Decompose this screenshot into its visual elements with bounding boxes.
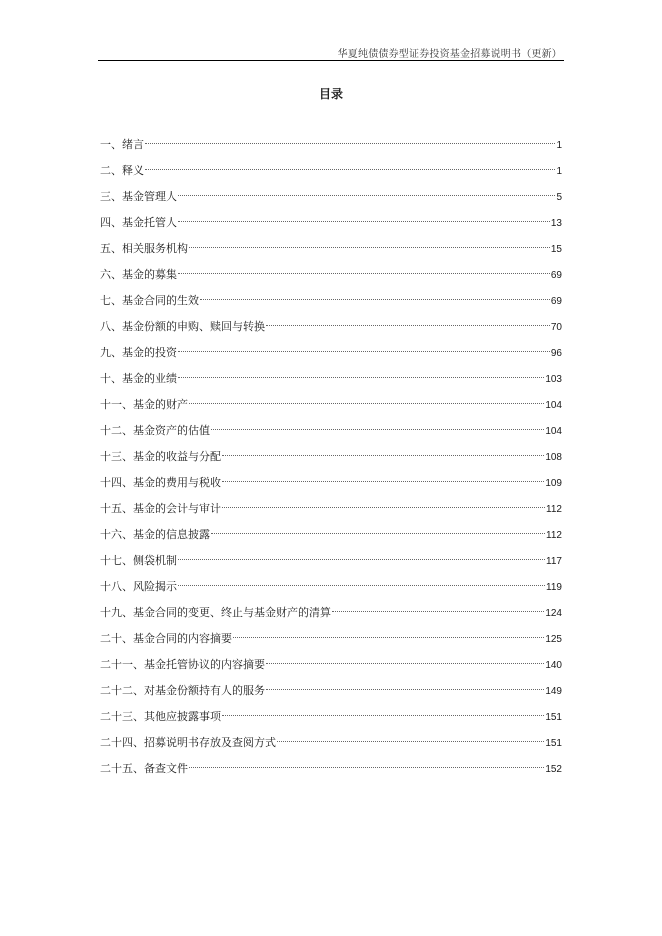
toc-entry[interactable]: [100, 759, 562, 785]
toc-entry-page: 151: [545, 738, 562, 749]
toc-entry[interactable]: [100, 343, 562, 369]
toc-entry-label: 六、基金的募集: [100, 268, 177, 281]
toc-entry-label: 十、基金的业绩: [100, 372, 177, 385]
dot-leader: [189, 767, 544, 768]
toc-entry[interactable]: [100, 681, 562, 707]
toc-entry-label: 十一、基金的财产: [100, 398, 188, 411]
toc-title: 目录: [318, 87, 343, 101]
dot-leader: [211, 429, 544, 430]
toc-entry-page: 109: [545, 478, 562, 489]
toc-entry-label: 十八、风险揭示: [100, 580, 177, 593]
dot-leader: [233, 637, 544, 638]
toc-entry[interactable]: [100, 161, 562, 187]
toc-entry-label: 十三、基金的收益与分配: [100, 450, 221, 463]
dot-leader: [277, 741, 544, 742]
dot-leader: [178, 195, 555, 196]
toc-entry-page: 104: [545, 400, 562, 411]
toc-entry[interactable]: [100, 603, 562, 629]
toc-entry[interactable]: [100, 369, 562, 395]
toc-entry-page: 15: [550, 244, 562, 255]
toc-entry-page: 103: [545, 374, 562, 385]
toc-entry-page: 112: [546, 530, 562, 541]
toc-entry[interactable]: [100, 525, 562, 551]
toc-entry[interactable]: [100, 421, 562, 447]
toc-entry-page: 1: [556, 140, 562, 151]
toc-entry[interactable]: [100, 239, 562, 265]
toc-entry[interactable]: [100, 135, 562, 161]
toc-entry-page: 117: [546, 556, 562, 567]
toc-entry[interactable]: [100, 265, 562, 291]
dot-leader: [222, 455, 544, 456]
toc-entry[interactable]: [100, 707, 562, 733]
toc-entry[interactable]: [100, 291, 562, 317]
running-header: 华夏纯债债券型证券投资基金招募说明书（更新）: [337, 49, 562, 60]
dot-leader: [266, 689, 544, 690]
toc-entry[interactable]: [100, 499, 562, 525]
dot-leader: [222, 715, 544, 716]
toc-entry[interactable]: [100, 187, 562, 213]
toc-entry-label: 二十一、基金托管协议的内容摘要: [100, 658, 265, 671]
toc-entry-page: 70: [550, 322, 562, 333]
dot-leader: [145, 143, 555, 144]
toc-entry[interactable]: [100, 629, 562, 655]
toc-entry-label: 十四、基金的费用与税收: [100, 476, 221, 489]
toc-entry-page: 96: [550, 348, 562, 359]
toc-entry-label: 八、基金份额的申购、赎回与转换: [100, 320, 265, 333]
dot-leader: [211, 533, 545, 534]
toc-entry-page: 125: [545, 634, 562, 645]
toc-entry-label: 二十四、招募说明书存放及查阅方式: [100, 736, 276, 749]
toc-entry-label: 五、相关服务机构: [100, 242, 188, 255]
dot-leader: [189, 403, 544, 404]
toc-entry-page: 104: [545, 426, 562, 437]
dot-leader: [178, 351, 550, 352]
dot-leader: [145, 169, 555, 170]
header-rule: [98, 60, 564, 61]
toc-entry-page: 108: [545, 452, 562, 463]
toc-entry-label: 十九、基金合同的变更、终止与基金财产的清算: [100, 606, 331, 619]
toc-entry-label: 二十五、备查文件: [100, 762, 188, 775]
toc-entry-label: 十七、侧袋机制: [100, 554, 177, 567]
toc-entry-label: 二十三、其他应披露事项: [100, 710, 221, 723]
dot-leader: [200, 299, 550, 300]
toc-entry-label: 二十二、对基金份额持有人的服务: [100, 684, 265, 697]
toc-entry[interactable]: [100, 473, 562, 499]
toc-entry-page: 13: [550, 218, 562, 229]
toc-entry-label: 二十、基金合同的内容摘要: [100, 632, 232, 645]
toc-entry-label: 三、基金管理人: [100, 190, 177, 203]
dot-leader: [189, 247, 550, 248]
toc-entry-label: 四、基金托管人: [100, 216, 177, 229]
toc-entry[interactable]: [100, 447, 562, 473]
toc-entry[interactable]: [100, 213, 562, 239]
toc-entry[interactable]: [100, 551, 562, 577]
dot-leader: [178, 273, 550, 274]
toc-entry-page: 69: [550, 296, 562, 307]
toc-entry-label: 十六、基金的信息披露: [100, 528, 210, 541]
toc-entry-page: 140: [545, 660, 562, 671]
toc-entry-page: 151: [545, 712, 562, 723]
toc-entry-page: 1: [556, 166, 562, 177]
dot-leader: [178, 585, 545, 586]
toc-entry-label: 一、绪言: [100, 138, 144, 151]
toc-entry-page: 149: [545, 686, 562, 697]
dot-leader: [178, 559, 545, 560]
toc-entry-label: 二、释义: [100, 164, 144, 177]
dot-leader: [266, 325, 550, 326]
toc-entry-page: 69: [550, 270, 562, 281]
toc-entry-label: 九、基金的投资: [100, 346, 177, 359]
toc-entry-page: 5: [556, 192, 562, 203]
toc-entry-page: 152: [545, 764, 562, 775]
dot-leader: [266, 663, 544, 664]
toc-entry-label: 十二、基金资产的估值: [100, 424, 210, 437]
dot-leader: [178, 221, 550, 222]
dot-leader: [178, 377, 544, 378]
table-of-contents: [100, 135, 562, 785]
toc-entry[interactable]: [100, 733, 562, 759]
toc-entry[interactable]: [100, 395, 562, 421]
dot-leader: [222, 507, 545, 508]
dot-leader: [222, 481, 544, 482]
dot-leader: [332, 611, 544, 612]
toc-entry-page: 112: [546, 504, 562, 515]
toc-entry-label: 十五、基金的会计与审计: [100, 502, 221, 515]
toc-entry-label: 七、基金合同的生效: [100, 294, 199, 307]
toc-entry[interactable]: [100, 577, 562, 603]
toc-entry[interactable]: [100, 317, 562, 343]
toc-entry-page: 124: [545, 608, 562, 619]
toc-entry-page: 119: [546, 582, 562, 593]
toc-entry[interactable]: [100, 655, 562, 681]
